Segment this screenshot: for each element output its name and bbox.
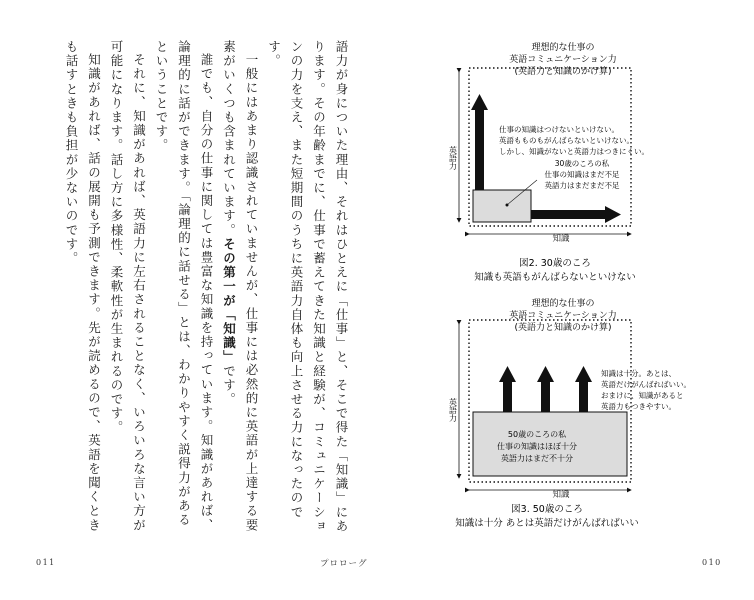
running-head: プロローグ xyxy=(320,559,368,569)
fig2-box-line2: 仕事の知識はまだ不足 xyxy=(544,170,620,179)
fig3-title-line3: (英語力と知識のかけ算) xyxy=(514,323,612,333)
fig3-arrow-3-head xyxy=(575,366,592,382)
fig3-caption-title: 図3. 50歳のころ xyxy=(511,504,583,515)
fig3-title-line1: 理想的な仕事の xyxy=(531,299,595,309)
fig3-arrow-2-head xyxy=(537,366,554,382)
paragraph-4: それに、知識があれば、英語力に左右されることなく、いろいろな言い方が可能になります。話し方に多様性、柔軟性が生まれるのです。 xyxy=(109,40,147,532)
fig3-box-line2: 仕事の知識はほぼ十分 xyxy=(497,442,577,451)
fig2-note-line3: しかし、知識がないと英語力はつきにくい。 xyxy=(499,147,649,156)
fig2-right-arrow-shaft xyxy=(531,210,607,219)
fig3-y-label: 英語力 xyxy=(448,398,458,422)
fig3-note-line1: 知識は十分。あとは、 xyxy=(601,369,676,378)
fig2-title-line3: (英語力と知識のかけ算) xyxy=(514,67,612,77)
fig3-x-label: 知識 xyxy=(552,490,570,500)
fig2-x-label: 知識 xyxy=(552,234,570,244)
body-text xyxy=(22,40,352,540)
fig2-box-line1: 30歳のころの私 xyxy=(554,159,610,168)
fig3-arrow-2-shaft xyxy=(541,380,550,412)
fig3-note-line2: 英語だけがんばればいい。 xyxy=(601,380,691,389)
fig2-current-box xyxy=(473,190,531,222)
paragraph-5: 知識があれば、話の展開も予測できます。先が読めるので、英語を聞くときも話すときも負担が少ないのです。 xyxy=(64,40,102,532)
paragraph-3: 誰でも、自分の仕事に関しては豊富な知識を持っています。知識があれば、論理的に話ができます。「論理的に話せる」とは、わかりやすく説得力があるということです。 xyxy=(154,40,214,532)
figure-3 xyxy=(449,297,692,529)
bold-emphasis: その第一が「知識」 xyxy=(221,237,237,365)
fig3-arrow-1-shaft xyxy=(503,380,512,412)
fig2-note-line1: 仕事の知識はつけないといけない。 xyxy=(499,125,619,134)
fig3-box-line3: 英語力はまだ不十分 xyxy=(501,454,573,463)
fig2-y-label: 英語力 xyxy=(448,146,458,170)
fig2-right-arrow-head xyxy=(605,206,621,223)
page-number-left: 011 xyxy=(36,558,56,567)
fig3-caption-sub: 知識は十分 あとは英語だけがんばればいい xyxy=(455,518,639,529)
fig2-caption-title: 図2. 30歳のころ xyxy=(519,258,591,269)
fig3-title-line2: 英語コミュニケーション力 xyxy=(509,311,617,321)
page-number-right: 010 xyxy=(702,558,722,567)
fig3-box-line1: 50歳のころの私 xyxy=(507,430,567,439)
right-page xyxy=(377,0,754,600)
paragraph-1: 語力が身についた理由、それはひとえに「仕事」と、そこで得た「知識」にあります。その年齢までに、仕事で蓄えてきた知識と経験が、コミュニケーションの力を支え、また短期間のうちに英語力自体も向上させる力になったのです。 xyxy=(266,40,349,534)
fig3-note-line3: おまけに、知識があると xyxy=(601,391,684,400)
fig2-title-line2: 英語コミュニケーション力 xyxy=(509,55,617,65)
fig2-caption-sub: 知識も英語もがんばらないといけない xyxy=(474,272,636,283)
paragraph-2: 一般にはあまり認識されていませんが、仕事には必然的に英語が上達する要素がいくつも含まれています。その第一が「知識」です。 xyxy=(221,40,259,532)
fig2-note-line2: 英語もものもがんばらないといけない。 xyxy=(499,136,634,145)
fig2-title-line1: 理想的な仕事の xyxy=(531,43,595,53)
fig3-arrow-3-shaft xyxy=(579,380,588,412)
fig2-up-arrow-head xyxy=(471,94,488,110)
fig3-arrow-1-head xyxy=(499,366,516,382)
fig2-box-line3: 英語力はまだまだ不足 xyxy=(544,181,620,190)
figure-2 xyxy=(449,41,650,283)
fig2-up-arrow-shaft xyxy=(475,108,484,190)
fig3-note-line4: 英語力もつきやすい。 xyxy=(601,402,676,411)
figures-svg xyxy=(377,0,754,600)
